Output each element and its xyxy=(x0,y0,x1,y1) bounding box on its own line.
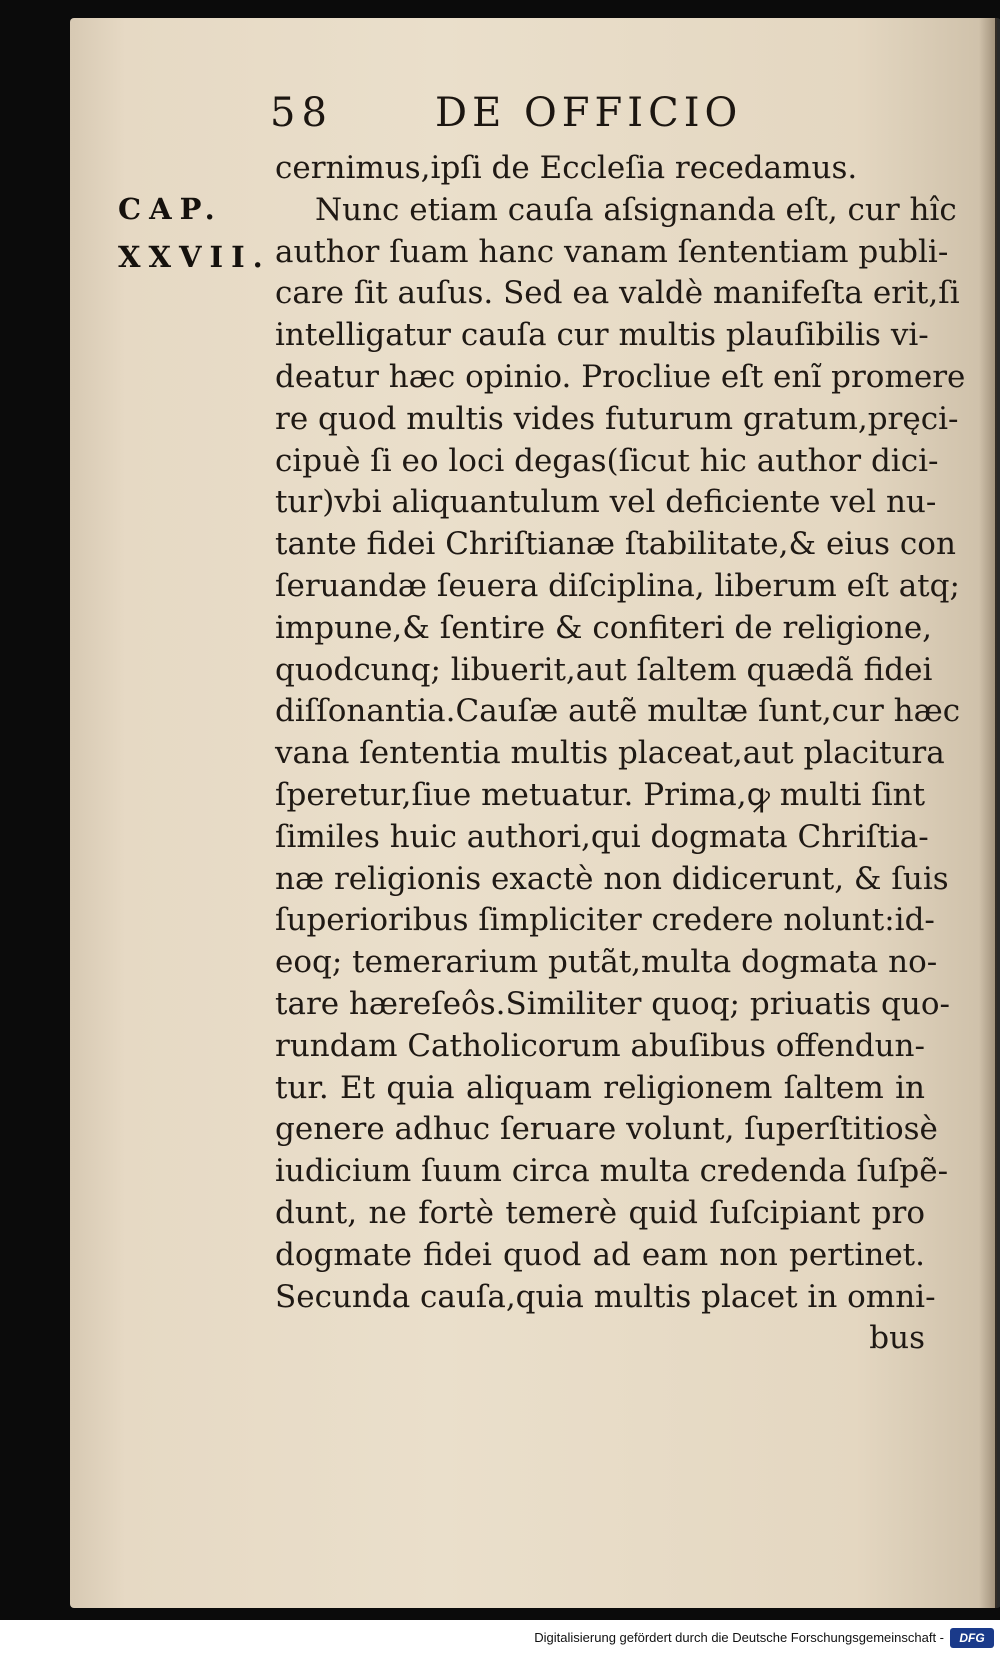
margin-note-number: XXVII. xyxy=(118,240,271,274)
page-number: 58 xyxy=(270,90,333,136)
page-header xyxy=(270,90,790,150)
text-line: tur)vbi aliquantulum vel deficiente vel nu- xyxy=(275,484,937,521)
text-line: diſſonantia.Cauſæ autẽ multæ ſunt,cur hæc xyxy=(275,693,961,730)
text-line: Nunc etiam cauſa aſsignanda eſt, cur hîc xyxy=(315,191,957,228)
text-line: vana ſententia multis placeat,aut placitura xyxy=(275,735,945,772)
text-line: iudicium ſuum circa multa credenda ſuſpẽ- xyxy=(275,1153,949,1190)
funding-credit: Digitalisierung gefördert durch die Deutsche Forschungsgemeinschaft - xyxy=(534,1630,944,1645)
text-line: tare hæreſeôs.Similiter quoq; priuatis quo- xyxy=(275,985,950,1022)
text-line: author ſuam hanc vanam ſententiam publi- xyxy=(275,233,949,270)
body-text xyxy=(275,148,966,1360)
catchword: bus xyxy=(869,1320,925,1357)
text-line: ſimiles huic authori,qui dogmata Chriſtia- xyxy=(275,818,929,855)
text-line: eoq; temerarium putãt,multa dogmata no- xyxy=(275,944,938,981)
text-line: re quod multis vides futurum gratum,pręci- xyxy=(275,400,959,437)
text-line: deatur hæc opinio. Procliue eſt enĩ promere xyxy=(275,358,966,395)
dfg-logo: DFG xyxy=(950,1628,994,1648)
footer-bar xyxy=(0,1620,1000,1658)
text-line: ſeruandæ ſeuera diſciplina, liberum eſt atq; xyxy=(275,567,960,604)
text-line: tante fidei Chriſtianæ ſtabilitate,& eius con xyxy=(275,526,956,563)
text-line: næ religionis exactè non didicerunt, & ſuis xyxy=(275,860,949,897)
text-line: quodcunq; libuerit,aut ſaltem quædã fidei xyxy=(275,651,933,688)
text-line: ſperetur,ſiue metuatur. Prima,ꝙ multi ſint xyxy=(275,776,926,813)
text-line: Secunda cauſa,quia multis placet in omni- xyxy=(275,1278,936,1315)
text-line: rundam Catholicorum abuſibus offendun- xyxy=(275,1027,926,1064)
text-line: cernimus,ipſi de Eccleſia recedamus. xyxy=(275,150,858,186)
text-line: ſuperioribus ſimpliciter credere nolunt:id- xyxy=(275,902,935,939)
text-line: genere adhuc ſeruare volunt, ſuperſtitiosè xyxy=(275,1111,938,1148)
margin-note xyxy=(118,185,271,281)
text-line: dogmate fidei quod ad eam non pertinet. xyxy=(275,1236,925,1273)
text-line: tur. Et quia aliquam religionem ſaltem in xyxy=(275,1069,925,1106)
text-line: care ſit auſus. Sed ea valdè manifeſta erit,ſi xyxy=(275,275,960,312)
running-head: DE OFFICIO xyxy=(435,90,743,136)
text-line: impune,& ſentire & confiteri de religione, xyxy=(275,609,933,646)
text-line: dunt, ne fortè temerè quid ſuſcipiant pro xyxy=(275,1194,925,1231)
text-line: intelligatur cauſa cur multis plauſibilis vi- xyxy=(275,317,929,354)
margin-note-chapter: CAP. xyxy=(118,192,223,226)
page-edge-shadow xyxy=(979,18,997,1608)
text-line: cipuè ſi eo loci degas(ſicut hic author dici- xyxy=(275,442,939,479)
